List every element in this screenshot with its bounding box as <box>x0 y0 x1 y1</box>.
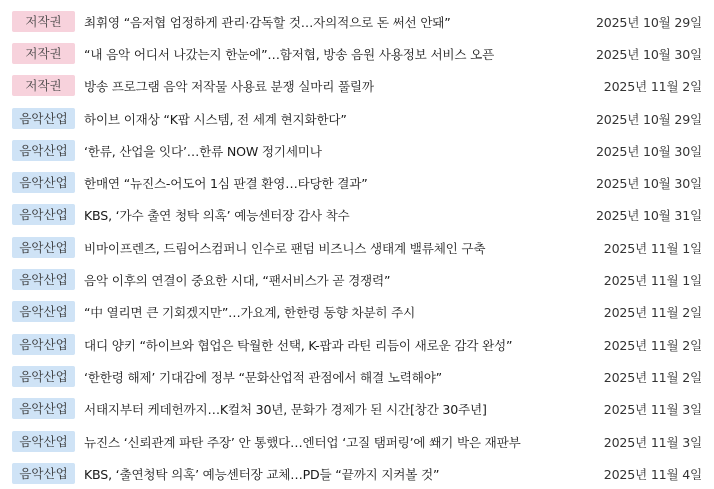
category-badge[interactable]: 음악산업 <box>12 398 75 419</box>
news-title-link[interactable]: 방송 프로그램 음악 저작물 사용료 분쟁 실마리 풀릴까 <box>84 79 374 95</box>
news-date: 2025년 10월 30일 <box>595 46 702 62</box>
news-date: 2025년 11월 3일 <box>603 434 702 450</box>
news-date: 2025년 11월 1일 <box>603 240 702 256</box>
news-title-link[interactable]: 대디 양키 “하이브와 협업은 탁월한 선택, K-팝과 라틴 리듬이 새로운 감각 완성” <box>84 337 513 353</box>
news-date: 2025년 10월 31일 <box>595 208 702 224</box>
news-item <box>0 166 714 198</box>
news-date: 2025년 11월 2일 <box>603 79 702 95</box>
news-date: 2025년 11월 2일 <box>603 369 702 385</box>
news-item <box>0 393 714 425</box>
news-item <box>0 425 714 457</box>
news-date: 2025년 11월 3일 <box>603 402 702 418</box>
news-item <box>0 5 714 37</box>
news-item <box>0 296 714 328</box>
category-badge[interactable]: 음악산업 <box>12 463 75 484</box>
category-badge[interactable]: 음악산업 <box>12 269 75 290</box>
category-badge[interactable]: 저작권 <box>12 11 75 32</box>
category-badge[interactable]: 음악산업 <box>12 366 75 387</box>
category-badge[interactable]: 음악산업 <box>12 237 75 258</box>
category-badge[interactable]: 저작권 <box>12 75 75 96</box>
news-item <box>0 360 714 392</box>
news-date: 2025년 11월 1일 <box>603 273 702 289</box>
category-badge[interactable]: 음악산업 <box>12 204 75 225</box>
news-date: 2025년 11월 4일 <box>603 466 702 482</box>
news-title-link[interactable]: 비마이프렌즈, 드림어스컴퍼니 인수로 팬덤 비즈니스 생태계 밸류체인 구축 <box>84 240 486 256</box>
news-title-link[interactable]: ‘한한령 해제’ 기대감에 정부 “문화산업적 관점에서 해결 노력해야” <box>84 369 442 385</box>
news-date: 2025년 11월 2일 <box>603 305 702 321</box>
news-title-link[interactable]: “中 열리면 큰 기회겠지만”…가요계, 한한령 동향 차분히 주시 <box>84 305 416 321</box>
news-item <box>0 199 714 231</box>
category-badge[interactable]: 음악산업 <box>12 431 75 452</box>
news-item <box>0 457 714 489</box>
news-title-link[interactable]: 서태지부터 케데헌까지…K컬처 30년, 문화가 경제가 된 시간[창간 30주년] <box>84 402 487 418</box>
category-badge[interactable]: 음악산업 <box>12 172 75 193</box>
news-title-link[interactable]: KBS, ‘가수 출연 청탁 의혹’ 예능센터장 감사 착수 <box>84 208 350 224</box>
news-date: 2025년 11월 2일 <box>603 337 702 353</box>
news-title-link[interactable]: ‘한류, 산업을 잇다’…한류 NOW 정기세미나 <box>84 143 322 159</box>
category-badge[interactable]: 음악산업 <box>12 140 75 161</box>
news-date: 2025년 10월 30일 <box>595 176 702 192</box>
category-badge[interactable]: 음악산업 <box>12 301 75 322</box>
news-item <box>0 263 714 295</box>
news-item <box>0 134 714 166</box>
news-item <box>0 231 714 263</box>
news-date: 2025년 10월 29일 <box>595 14 702 30</box>
news-date: 2025년 10월 30일 <box>595 143 702 159</box>
news-date: 2025년 10월 29일 <box>595 111 702 127</box>
category-badge[interactable]: 음악산업 <box>12 334 75 355</box>
news-title-link[interactable]: 한매연 “뉴진스-어도어 1심 판결 환영…타당한 결과” <box>84 176 368 192</box>
news-item <box>0 102 714 134</box>
category-badge[interactable]: 저작권 <box>12 43 75 64</box>
news-title-link[interactable]: 음악 이후의 연결이 중요한 시대, “팬서비스가 곧 경쟁력” <box>84 273 391 289</box>
news-item <box>0 70 714 102</box>
news-item <box>0 328 714 360</box>
news-item <box>0 37 714 69</box>
news-title-link[interactable]: 하이브 이재상 “K팝 시스템, 전 세계 현지화한다” <box>84 111 347 127</box>
category-badge[interactable]: 음악산업 <box>12 108 75 129</box>
news-title-link[interactable]: “내 음악 어디서 나갔는지 한눈에”…함저협, 방송 음원 사용정보 서비스 오픈 <box>84 46 495 62</box>
news-title-link[interactable]: 뉴진스 ‘신뢰관계 파탄 주장’ 안 통했다…엔터업 ‘고질 탬퍼링’에 쐐기 박은 재판부 <box>84 434 521 450</box>
news-title-link[interactable]: 최휘영 “음저협 엄정하게 관리·감독할 것…자의적으로 돈 써선 안돼” <box>84 14 451 30</box>
news-title-link[interactable]: KBS, ‘출연청탁 의혹’ 예능센터장 교체…PD들 “끝까지 지켜볼 것” <box>84 466 440 482</box>
